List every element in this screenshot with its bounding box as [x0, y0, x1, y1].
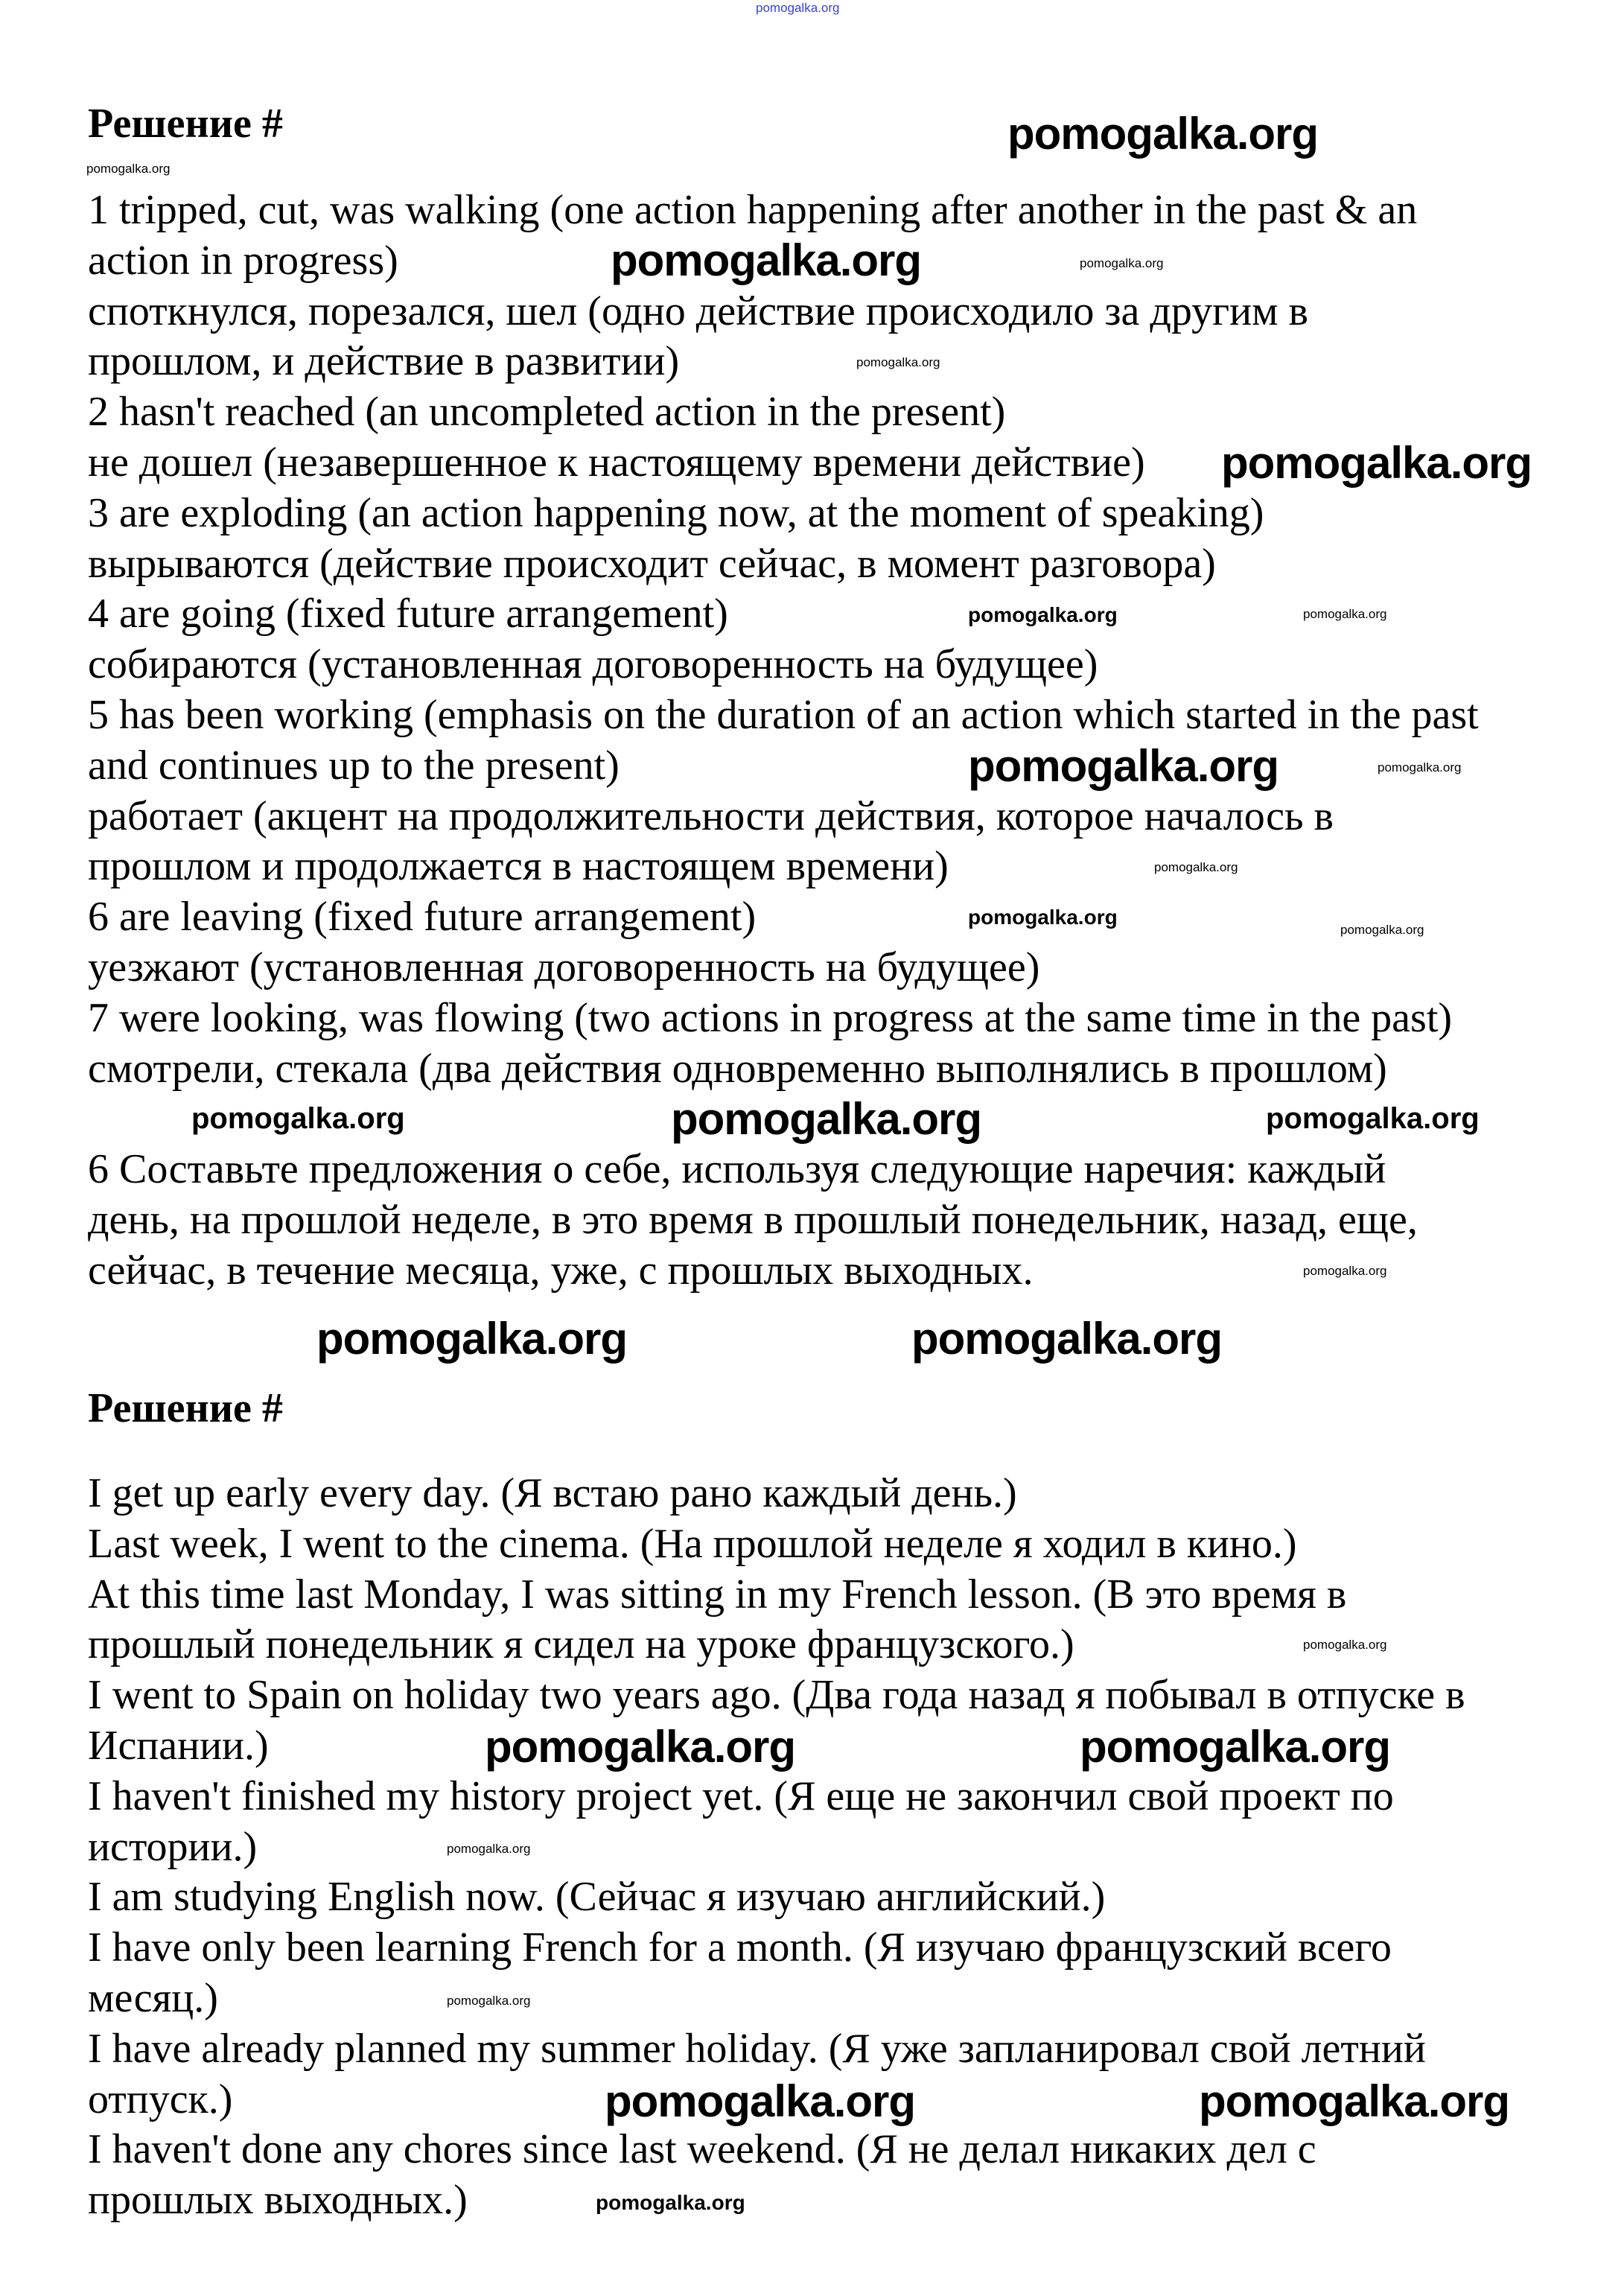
- watermark: pomogalka.org: [447, 1842, 531, 1856]
- watermark: pomogalka.org: [911, 1314, 1223, 1364]
- text-line: уезжают (установленная договоренность на будущее): [88, 944, 1040, 990]
- text-line: I haven't finished my history project yet. (Я еще не закончил свой проект по: [88, 1772, 1394, 1819]
- watermark: pomogalka.org: [485, 1722, 796, 1772]
- text-line: смотрели, стекала (два действия одновременно выполнялись в прошлом): [88, 1045, 1387, 1092]
- watermark: pomogalka.org: [1340, 923, 1424, 937]
- text-line: and continues up to the present): [88, 742, 620, 789]
- text-line: Last week, I went to the cinema. (На прошлой неделе я ходил в кино.): [88, 1520, 1297, 1567]
- watermark[interactable]: pomogalka.org: [756, 1, 840, 15]
- watermark: pomogalka.org: [1007, 109, 1319, 159]
- watermark: pomogalka.org: [1080, 1722, 1391, 1772]
- text-line: день, на прошлой неделе, в это время в прошлый понедельник, назад, еще,: [88, 1196, 1418, 1243]
- watermark: pomogalka.org: [1199, 2076, 1510, 2126]
- watermark: pomogalka.org: [856, 355, 940, 369]
- watermark: pomogalka.org: [1154, 860, 1238, 874]
- watermark: pomogalka.org: [1303, 607, 1387, 621]
- text-line: вырываются (действие происходит сейчас, в момент разговора): [88, 540, 1216, 587]
- text-line: I am studying English now. (Сейчас я изучаю английский.): [88, 1874, 1106, 1921]
- text-line: прошлых выходных.): [88, 2177, 468, 2224]
- watermark: pomogalka.org: [671, 1094, 982, 1144]
- watermark: pomogalka.org: [596, 2191, 745, 2214]
- text-line: I haven't done any chores since last weekend. (Я не делал никаких дел с: [88, 2126, 1316, 2173]
- text-line: Испании.): [88, 1722, 269, 1769]
- text-line: 4 are going (fixed future arrangement): [88, 591, 728, 637]
- watermark: pomogalka.org: [447, 1994, 531, 2008]
- text-line: отпуск.): [88, 2076, 233, 2122]
- text-line: сейчас, в течение месяца, уже, с прошлых выходных.: [88, 1247, 1034, 1294]
- text-line: собираются (установленная договоренность на будущее): [88, 641, 1098, 688]
- text-line: истории.): [88, 1823, 258, 1870]
- text-line: прошлом и продолжается в настоящем времени): [88, 843, 949, 890]
- text-line: 3 are exploding (an action happening now, at the moment of speaking): [88, 489, 1264, 536]
- text-line: I have already planned my summer holiday. (Я уже запланировал свой летний: [88, 2025, 1426, 2072]
- watermark: pomogalka.org: [605, 2076, 916, 2126]
- text-line: прошлом, и действие в развитии): [88, 338, 680, 385]
- section-heading-1: Решение #: [88, 101, 283, 147]
- watermark: pomogalka.org: [968, 741, 1279, 791]
- watermark: pomogalka.org: [1378, 760, 1462, 775]
- text-line: I went to Spain on holiday two years ago. (Два года назад я побывал в отпуске в: [88, 1672, 1465, 1719]
- text-line: 5 has been working (emphasis on the duration of an action which started in the past: [88, 691, 1479, 738]
- watermark: pomogalka.org: [316, 1314, 628, 1364]
- watermark: pomogalka.org: [968, 603, 1118, 626]
- text-line: 6 Составьте предложения о себе, используя следующие наречия: каждый: [88, 1146, 1386, 1193]
- text-line: 1 tripped, cut, was walking (one action happening after another in the past & an: [88, 187, 1418, 233]
- text-line: 2 hasn't reached (an uncompleted action in the present): [88, 389, 1006, 436]
- watermark: pomogalka.org: [968, 906, 1118, 929]
- section-heading-2: Решение #: [88, 1385, 283, 1431]
- text-line: 6 are leaving (fixed future arrangement): [88, 894, 757, 941]
- text-line: action in progress): [88, 237, 398, 284]
- text-line: 7 were looking, was flowing (two actions in progress at the same time in the past): [88, 994, 1453, 1041]
- text-line: работает (акцент на продолжительности действия, которое началось в: [88, 792, 1334, 839]
- watermark: pomogalka.org: [1303, 1264, 1387, 1278]
- text-line: I have only been learning French for a month. (Я изучаю французский всего: [88, 1924, 1392, 1971]
- watermark: pomogalka.org: [1080, 256, 1164, 270]
- text-line: прошлый понедельник я сидел на уроке французского.): [88, 1621, 1074, 1668]
- text-line: I get up early every day. (Я встаю рано каждый день.): [88, 1470, 1017, 1516]
- watermark: pomogalka.org: [611, 235, 922, 285]
- watermark: pomogalka.org: [1221, 438, 1532, 488]
- watermark: pomogalka.org: [86, 162, 171, 176]
- text-line: не дошел (незавершенное к настоящему времени действие): [88, 439, 1145, 486]
- text-line: споткнулся, порезался, шел (одно действие происходило за другим в: [88, 287, 1308, 334]
- text-line: At this time last Monday, I was sitting in my French lesson. (В это время в: [88, 1571, 1347, 1618]
- watermark: pomogalka.org: [191, 1102, 405, 1135]
- watermark: pomogalka.org: [1303, 1638, 1387, 1652]
- text-line: месяц.): [88, 1974, 218, 2021]
- watermark: pomogalka.org: [1266, 1102, 1480, 1135]
